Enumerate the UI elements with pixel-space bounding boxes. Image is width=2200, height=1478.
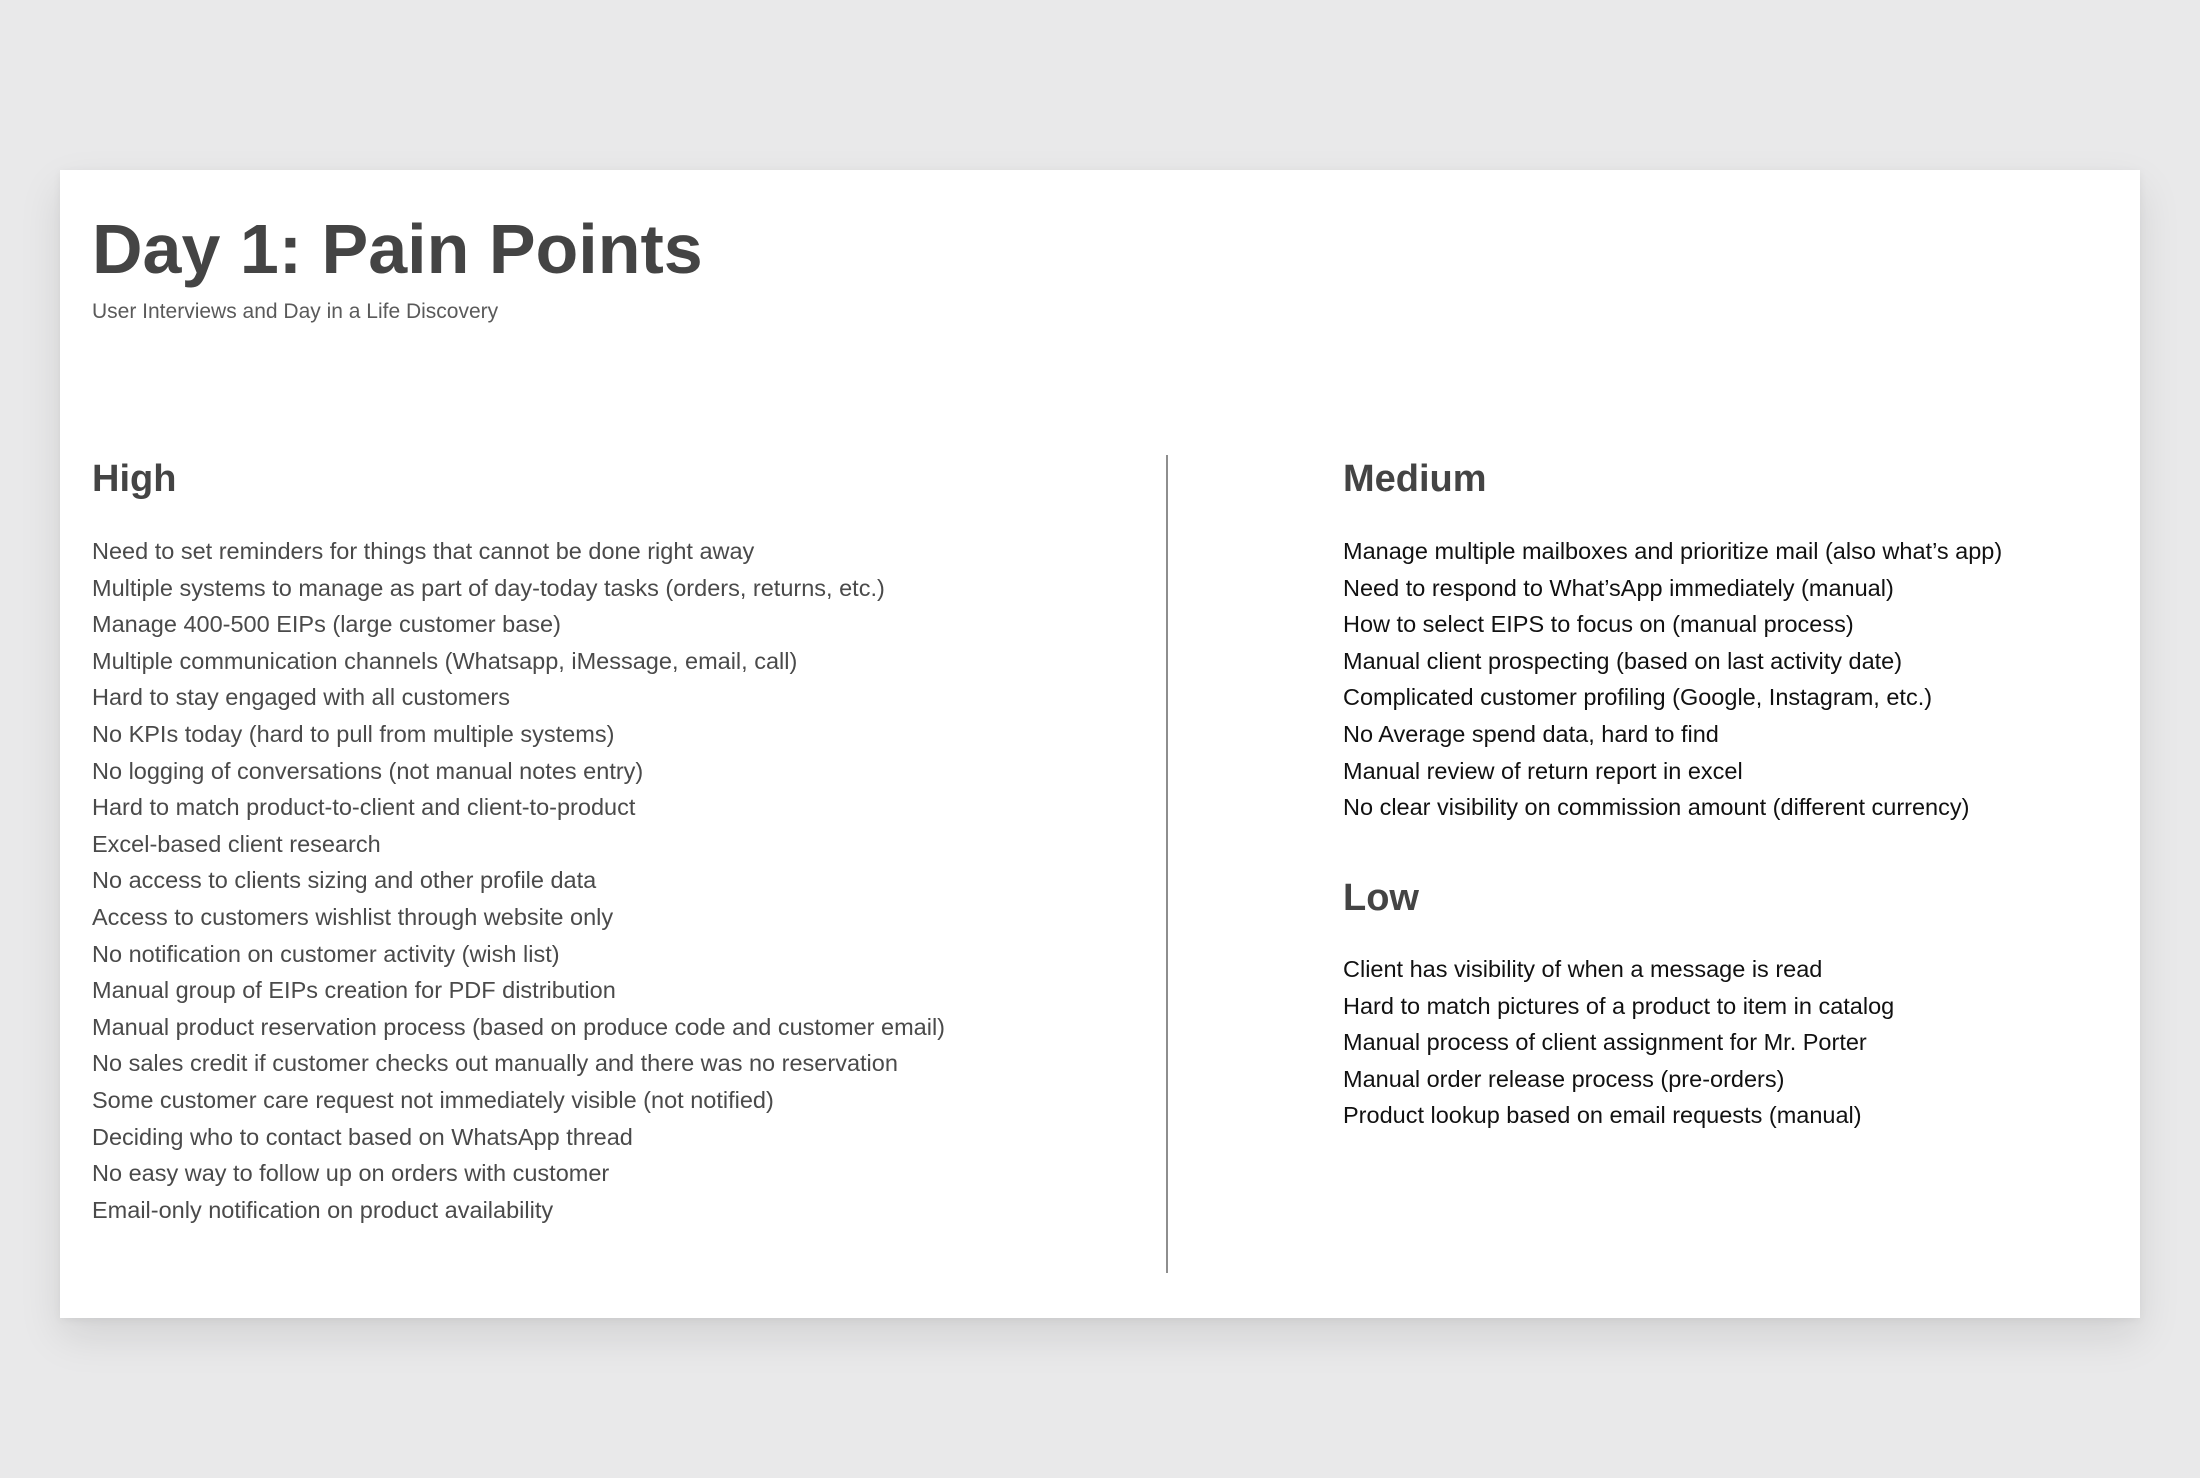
list-item: Multiple systems to manage as part of day-today tasks (orders, returns, etc.) — [92, 574, 885, 601]
list-item: Manual client prospecting (based on last activity date) — [1343, 647, 1903, 674]
list-item: No clear visibility on commission amount (different currency) — [1343, 794, 1970, 821]
list-item: Product lookup based on email requests (manual) — [1343, 1102, 1862, 1129]
list-item: Manual review of return report in excel — [1343, 757, 1743, 784]
list-item: Client has visibility of when a message is read — [1343, 956, 1823, 982]
list-item: Hard to match pictures of a product to item in catalog — [1343, 992, 1895, 1019]
slide-card — [60, 170, 2140, 1318]
list-item: Manual process of client assignment for Mr. Porter — [1343, 1029, 1867, 1056]
low-list — [1343, 951, 1894, 1134]
list-item: No logging of conversations (not manual notes entry) — [92, 757, 644, 784]
list-item: Hard to stay engaged with all customers — [92, 684, 510, 711]
column-divider — [1166, 455, 1168, 1273]
list-item: Need to set reminders for things that cannot be done right away — [92, 538, 755, 564]
high-heading: High — [92, 458, 177, 500]
list-item: Multiple communication channels (Whatsapp, iMessage, email, call) — [92, 647, 798, 674]
list-item: Manual product reservation process (based on produce code and customer email) — [92, 1013, 945, 1040]
page-title: Day 1: Pain Points — [92, 210, 703, 288]
list-item: Manual order release process (pre-orders) — [1343, 1065, 1785, 1092]
list-item: Access to customers wishlist through website only — [92, 903, 614, 930]
low-heading: Low — [1343, 877, 1419, 919]
list-item: Manage 400-500 EIPs (large customer base) — [92, 611, 561, 638]
page-subtitle: User Interviews and Day in a Life Discovery — [92, 300, 499, 323]
list-item: No access to clients sizing and other profile data — [92, 867, 597, 894]
list-item: Excel-based client research — [92, 830, 381, 857]
list-item: No sales credit if customer checks out manually and there was no reservation — [92, 1050, 898, 1077]
list-item: No easy way to follow up on orders with customer — [92, 1160, 610, 1187]
list-item: Deciding who to contact based on WhatsApp thread — [92, 1123, 633, 1150]
high-list — [92, 533, 945, 1228]
medium-list — [1343, 533, 2002, 826]
list-item: Need to respond to What’sApp immediately (manual) — [1343, 574, 1894, 601]
list-item: Manage multiple mailboxes and prioritize mail (also what’s app) — [1343, 538, 2003, 564]
list-item: No Average spend data, hard to find — [1343, 720, 1719, 747]
list-item: How to select EIPS to focus on (manual process) — [1343, 611, 1854, 638]
list-item: No notification on customer activity (wish list) — [92, 940, 560, 967]
list-item: No KPIs today (hard to pull from multiple systems) — [92, 720, 615, 747]
list-item: Email-only notification on product availability — [92, 1196, 554, 1223]
list-item: Hard to match product-to-client and client-to-product — [92, 794, 636, 821]
list-item: Some customer care request not immediately visible (not notified) — [92, 1086, 774, 1113]
list-item: Complicated customer profiling (Google, Instagram, etc.) — [1343, 684, 1933, 711]
medium-heading: Medium — [1343, 458, 1487, 500]
list-item: Manual group of EIPs creation for PDF distribution — [92, 977, 616, 1004]
